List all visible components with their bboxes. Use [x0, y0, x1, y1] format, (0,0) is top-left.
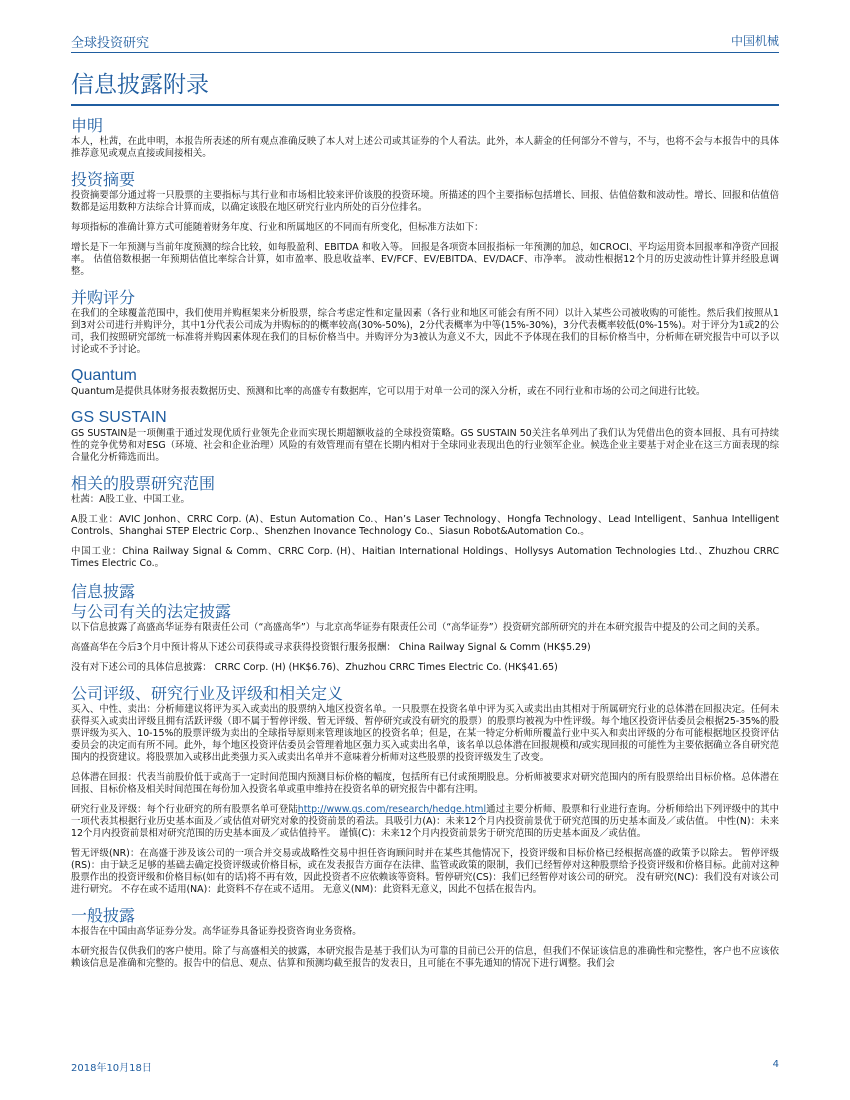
- paragraph: 增长是下一年预测与当前年度预测的综合比较，如每股盈利、EBITDA 和收入等。 回报是各项资本回报指标一年预测的加总，如CROCI、平均运用资本回报率和净资产回报率。 估值倍数根据一年预期估值比率综合计算，如市盈率、股息收益率、EV/FCF、EV/EBITDA、EV/DACF、市净率。 波动性根据12个月的历史波动性计算并经股息调整。: [71, 242, 779, 277]
- publication-date: 2018年10月18日: [71, 1063, 152, 1074]
- section-heading: 公司评级、研究行业及评级和相关定义: [71, 684, 344, 703]
- title-divider: [71, 104, 779, 106]
- text-run: 研究行业及评级：每个行业研究的所有股票名单可登陆: [71, 804, 298, 815]
- statement-section: [71, 116, 779, 160]
- coverage-section: [71, 474, 779, 570]
- general-disclosures-section: [71, 906, 779, 970]
- paragraph: 本人，杜茜，在此申明，本报告所表述的所有观点准确反映了本人对上述公司或其证券的个人看法。此外，本人薪金的任何部分不曾与，不与，也将不会与本报告中的具体推荐意见或观点直接或间接相关。: [71, 136, 779, 159]
- header-divider: [71, 52, 779, 53]
- section-heading: 相关的股票研究范围: [71, 474, 216, 493]
- paragraph: 本研究报告仅供我们的客户使用。除了与高盛相关的披露，本研究报告是基于我们认为可靠的目前已公开的信息，但我们不保证该信息的准确性和完整性，客户也不应该依赖该信息是准确和完整的。报告中的信息、观点、估算和预测均截至报告的发表日，且可能在不事先通知的情况下进行调整。我们会: [71, 946, 779, 969]
- paragraph: 以下信息披露了高盛高华证券有限责任公司（“高盛高华”）与北京高华证券有限责任公司（“高华证券”）投资研究部所研究的并在本研究报告中提及的公司之间的关系。: [71, 622, 766, 633]
- paragraph: 在我们的全球覆盖范围中，我们使用并购框架来分析股票，综合考虑定性和定量因素（各行业和地区可能会有所不同）以计入某些公司被收购的可能性。然后我们按照从1到3对公司进行并购评分，其中1分代表公司成为并购标的的概率较高(30%-50%)，2分代表概率为中等(15%-30%)，3分代表概率较低(0%-15%)。对于评分为1或2的公司，我们按照研究部统一标准将并购因素体现在我们的目标价格当中。并购评分为3被认为意义不大，因此不予体现在我们的目标价格当中，分析师在研究报告中可以予以讨论或不予讨论。: [71, 308, 779, 355]
- report-series-label: 全球投资研究: [71, 36, 150, 51]
- paragraph: 中国工业：China Railway Signal & Comm、CRRC Corp. (H)、Haitian International Holdings、Hollysys Automation Technologies Ltd.、Zhuzhou CRRC Times Electric Co.。: [71, 546, 779, 569]
- investment-profile-section: [71, 170, 779, 278]
- section-heading: Quantum: [71, 367, 137, 384]
- paragraph: 投资摘要部分通过将一只股票的主要指标与其行业和市场相比较来评价该股的投资环境。所描述的四个主要指标包括增长、回报、估值倍数和波动性。增长、回报和估值倍数都是运用数种方法综合计算而成，以确定该股在地区研究行业内所处的百分位排名。: [71, 190, 779, 213]
- paragraph: A股工业：AVIC Jonhon、CRRC Corp. (A)、Estun Automation Co.、Han’s Laser Technology、Hongfa Technology、Lead Intelligent、Sanhua Intelligent Controls、Shanghai STEP Electric Corp.、Shenzhen Inovance Technology Co.、Siasun Robot&Automation Co.。: [71, 514, 779, 537]
- paragraph: 买入、中性、卖出：分析师建议将评为买入或卖出的股票纳入地区投资名单。一只股票在投资名单中评为买入或卖出由其相对于所属研究行业的总体潜在回报决定。任何未获得买入或卖出评级且拥有活跃评级（即不属于暂停评级、暂无评级、暂停研究或没有研究的股票）的股票均被视为中性评级。每个地区投资评估委员会根据25-35%的股票评级为买入、10-15%的股票评级为卖出的全球指导原则来管理该地区的投资名单；但是，在某一特定分析师所覆盖行业中买入和卖出评级的分布可能根据地区投资评估委员会的决定而有所不同。此外，每个地区投资评估委员会管理着地区强力买入或卖出名单，该名单以总体潜在回报规模和/或实现回报的可能性为主要依据确立各自研究范围内的投资建议。将股票加入或移出此类强力买入或卖出名单并不意味着分析师对这些股票的投资评级发生了改变。: [71, 704, 779, 763]
- section-heading: 申明: [71, 116, 104, 135]
- page-number: 4: [772, 1059, 779, 1070]
- mna-section: [71, 288, 779, 356]
- paragraph: 高盛高华在今后3个月中预计将从下述公司获得或寻求获得投资银行服务报酬： China Railway Signal & Comm (HK$5.29): [71, 642, 591, 653]
- paragraph: 杜茜：A股工业、中国工业。: [71, 494, 190, 505]
- section-heading: GS SUSTAIN: [71, 409, 167, 426]
- text-run: 通过主要分析师、股票和行业进行查询。分析师给出下列评级中的其中一项代表其根据行业历史基本面及／或估值对研究对象的投资前景的看法。具吸引力(A)：未来12个月内投资前景优于研究范围的历史基本面及／或估值。 中性(N)：未来12个月内投资前景相对研究范围的历史基本面及／或估值持平。 谨慎(C)：未来12个月内投资前景劣于研究范围的历史基本面及／或估值。: [71, 804, 779, 839]
- section-heading: 并购评分: [71, 288, 136, 307]
- gs-sustain-section: [71, 408, 779, 464]
- research-hedge-link[interactable]: http://www.gs.com/research/hedge.html: [297, 804, 487, 815]
- ratings-section: [71, 684, 779, 896]
- section-heading: 一般披露: [71, 906, 136, 925]
- section-heading: 投资摘要: [71, 170, 136, 189]
- paragraph: 总体潜在回报：代表当前股价低于或高于一定时间范围内预测目标价格的幅度，包括所有已付或预期股息。分析师被要求对研究范围内的所有股票给出目标价格。总体潜在回报、目标价格及相关时间范围在每份加入投资名单或重申维持在投资名单的研究报告中都有注明。: [71, 772, 779, 795]
- document-body: [71, 116, 779, 970]
- paragraph: 没有对下述公司的具体信息披露： CRRC Corp. (H) (HK$6.76)、Zhuzhou CRRC Times Electric Co. (HK$41.65): [71, 662, 558, 673]
- paragraph: 暂无评级(NR)：在高盛于涉及该公司的一项合并交易或战略性交易中担任咨询顾问时并在某些其他情况下，投资评级和目标价格已经根据高盛的政策予以除去。 暂停评级(RS)：由于缺乏足够的基础去确定投资评级或价格目标，或在发表报告方面存在法律、监管或政策的限制，我们已经暂停对这种股票给予投资评级和价格目标。此前对这种股票作出的投资评级和价格目标(如有的话)将不再有效，因此投资者不应依赖该等资料。暂停研究(CS)：我们已经暂停对该公司的研究。 没有研究(NC)：我们没有对该公司进行研究。 不存在或不适用(NA)：此资料不存在或不适用。 无意义(NM)：此资料无意义，因此不包括在报告内。: [71, 848, 779, 895]
- paragraph: 每项指标的准确计算方式可能随着财务年度、行业和所属地区的不同而有所变化，但标准方法如下：: [71, 222, 484, 233]
- paragraph: Quantum是提供具体财务报表数据历史、预测和比率的高盛专有数据库，它可以用于对单一公司的深入分析，或在不同行业和市场的公司之间进行比较。: [71, 386, 706, 397]
- paragraph: 本报告在中国由高华证券分发。高华证券具备证券投资咨询业务资格。: [71, 926, 362, 937]
- sector-label: 中国机械: [730, 34, 779, 48]
- quantum-section: [71, 366, 779, 398]
- paragraph: [71, 804, 779, 840]
- disclosures-section: [71, 582, 779, 674]
- paragraph: GS SUSTAIN是一项侧重于通过发现优质行业领先企业而实现长期超额收益的全球投资策略。GS SUSTAIN 50关注名单列出了我们认为凭借出色的资本回报、具有可持续性的竞争优势和对ESG（环境、社会和企业治理）风险的有效管理而有望在长期内相对于全球同业表现出色的行业领军企业。候选企业主要基于对企业在这三方面表现的综合量化分析筛选而出。: [71, 428, 779, 463]
- sub-heading: 与公司有关的法定披露: [71, 602, 232, 621]
- section-heading: 信息披露: [71, 582, 136, 601]
- page-title: 信息披露附录: [71, 72, 209, 98]
